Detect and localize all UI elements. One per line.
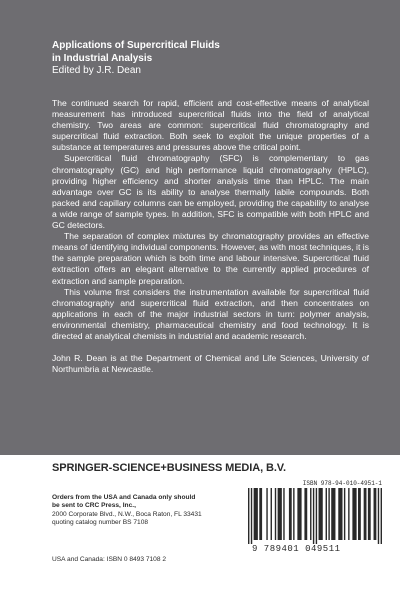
barcode-bar xyxy=(310,488,311,540)
order-info-line-4: quoting catalog number BS 7108 xyxy=(52,519,149,527)
barcode-bar xyxy=(316,488,317,544)
barcode-bar xyxy=(251,488,252,544)
barcode-digits: 9 789401 049511 xyxy=(252,544,341,554)
barcode-icon xyxy=(248,488,382,544)
barcode-bar xyxy=(313,488,314,544)
isbn-label: ISBN 978-94-010-4951-1 xyxy=(302,480,382,487)
book-header xyxy=(52,40,372,78)
book-description xyxy=(52,98,369,375)
barcode-bar xyxy=(283,488,284,540)
barcode-bar xyxy=(352,488,356,540)
barcode-bar xyxy=(331,488,335,540)
barcode-bar xyxy=(289,488,292,540)
barcode-bar xyxy=(338,488,342,540)
publisher-name: SPRINGER-SCIENCE+BUSINESS MEDIA, B.V. xyxy=(52,462,286,474)
barcode-bar xyxy=(293,488,294,540)
barcode-bar xyxy=(358,488,361,540)
barcode-bar xyxy=(304,488,307,540)
barcode-bar xyxy=(278,488,282,540)
barcode-bar xyxy=(248,488,249,544)
barcode-bar xyxy=(266,488,267,540)
book-editor: Edited by J.R. Dean xyxy=(52,65,141,76)
description-paragraph-4: This volume first considers the instrumentation available for supercritical fluid chromatography and supercritical fluid extraction, and then concentrates on applications in each of the major industrial sectors in turn: polymer analysis, environmental chemistry, pharmaceutical chemistry and food technology. It is directed at analytical chemists in industrial and academic research. xyxy=(52,286,369,341)
barcode-bar xyxy=(378,488,379,544)
order-info xyxy=(52,494,242,528)
book-title-line-1: Applications of Supercritical Fluids xyxy=(52,40,220,51)
description-paragraph-1: The continued search for rapid, efficient and cost-effective means of analytical measurement has introduced supercritical fluids into the field of analytical chemistry. Two areas are common: supercritical fluid chromatography and supercritical fluid extraction. Both seek to exploit the unique properties of a substance at temperatures and pressures above the critical point. xyxy=(52,98,369,153)
barcode-bar xyxy=(344,488,345,540)
barcode-bar xyxy=(254,488,258,540)
barcode-bar xyxy=(319,488,323,540)
usa-canada-isbn: USA and Canada: ISBN 0 8493 7108 2 xyxy=(52,556,167,563)
book-title-line-2: in Industrial Analysis xyxy=(52,52,153,64)
barcode-bar xyxy=(374,488,377,540)
description-paragraph-2: Supercritical fluid chromatography (SFC) is complementary to gas chromatography (GC) and high performance liquid chromatography (HPLC), providing higher efficiency and shorter analysis time than HPLC. The main advantage over GC is its ability to analyse thermally labile compounds. Both packed and capillary columns can be employed, providing the capability to analyse a wide range of sample types. In addition, SFC is compatible with both HPLC and GC detectors. xyxy=(52,153,369,231)
barcode-bar xyxy=(328,488,329,540)
order-info-line-1: Orders from the USA and Canada only should xyxy=(52,494,196,501)
barcode-bar xyxy=(381,488,382,544)
barcode-bar xyxy=(368,488,371,540)
author-note: John R. Dean is at the Department of Chemical and Life Sciences, University of Northumbria at Newcastle. xyxy=(52,353,369,375)
barcode-bar xyxy=(326,488,327,540)
order-info-line-3: 2000 Corporate Blvd., N.W., Boca Raton, FL 33431 xyxy=(52,510,202,518)
barcode-bar xyxy=(259,488,262,540)
barcode-bar xyxy=(348,488,349,540)
order-info-line-2: be sent to CRC Press, Inc., xyxy=(52,502,136,510)
barcode-bar xyxy=(275,488,276,540)
barcode-bar xyxy=(297,488,301,540)
barcode-bar xyxy=(364,488,367,540)
barcode-bar xyxy=(271,488,272,540)
description-paragraph-3: The separation of complex mixtures by chromatography provides an effective means of identifying individual components. However, as with most techniques, it is the sample preparation which is both time and labour intensive. Supercritical fluid extraction offers an elegant alternative to the currently applied procedures of extraction and sample preparation. xyxy=(52,231,369,286)
